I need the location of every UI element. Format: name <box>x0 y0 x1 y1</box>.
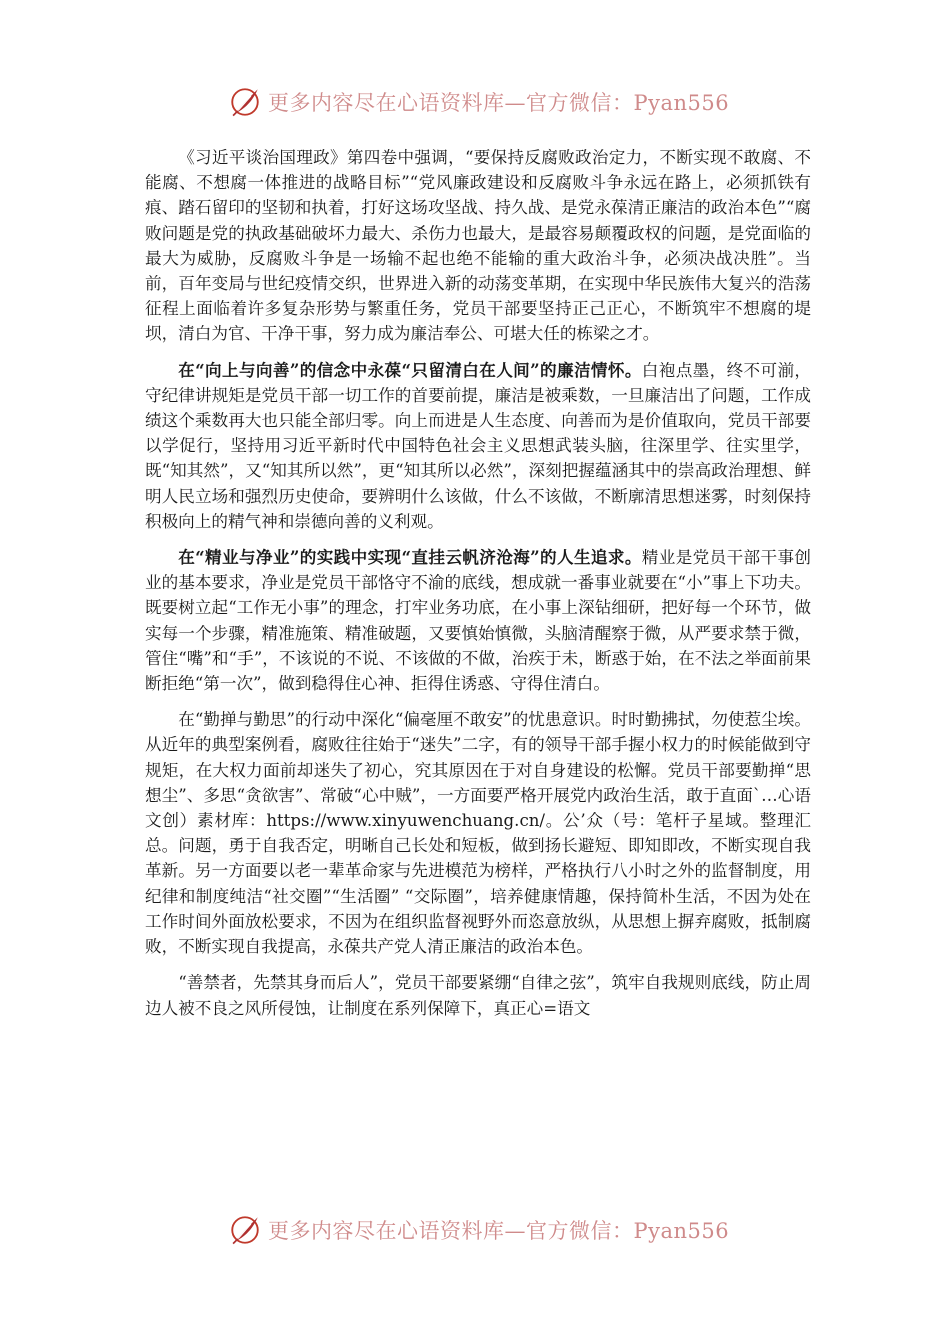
banner-text: 更多内容尽在心语资料库—官方微信：Pyan556 <box>268 1219 730 1243</box>
paragraph-text: 《习近平谈治国理政》第四卷中强调，“要保持反腐败政治定力，不断实现不敢腐、不能腐、不想腐一体推进的战略目标”“党风廉政建设和反腐败斗争永远在路上，必须抓铁有痕、踏石留印的坚韧和执着，打好这场攻坚战、持久战、是党永葆清正廉洁的政治本色”“腐败问题是党的执政基础破坏力最大、杀伤力也最大，是最容易颠覆政权的问题，是党面临的最大为威胁，反腐败斗争是一场输不起也绝不能输的重大政治斗争，必须决战决胜”。当前，百年变局与世纪疫情交织，世界进入新的动荡变革期，在实现中华民族伟大复兴的浩荡征程上面临着许多复杂形势与繁重任务，党员干部要坚持正己正心，不断筑牢不想腐的堤坝，清白为官、干净干事，努力成为廉洁奉公、可堪大任的栋梁之才。 <box>145 148 811 344</box>
banner-text: 更多内容尽在心语资料库—官方微信：Pyan556 <box>268 91 730 115</box>
paragraph <box>145 707 811 959</box>
paragraph <box>145 145 811 347</box>
paragraph <box>145 545 811 696</box>
quill-pen-logo-icon <box>228 1213 262 1247</box>
footer-watermark-banner <box>228 1210 729 1250</box>
paragraph-text: 在“勤掸与勤思”的行动中深化“偏毫厘不敢安”的忧患意识。时时勤拂拭，勿使惹尘埃。从近年的典型案例看，腐败往往始于“迷失”二字，有的领导干部手握小权力的时候能做到守规矩，在大权力面前却迷失了初心，究其原因在于对自身建设的松懈。党员干部要勤掸“思想尘”、多思“贪欲害”、常破“心中贼”，一方面要严格开展党内政治生活，敢于直面`…心语文创）素材库：https://www.xinyuwenchuang.cn/。公’众（号：笔杆子星域。整理汇总。问题，勇于自我否定，明晰自己长处和短板，做到扬长避短、即知即改，不断实现自我革新。另一方面要以老一辈革命家与先进模范为榜样，严格执行八小时之外的监督制度，用纪律和制度纯洁“社交圈”“生活圈” “交际圈”，培养健康情趣，保持简朴生活，不因为处在工作时间外面放松要求，不因为在组织监督视野外而恣意放纵，从思想上摒弃腐败，抵制腐败，不断实现自我提高，永葆共产党人清正廉洁的政治本色。 <box>145 710 811 957</box>
quill-pen-logo-icon <box>228 85 262 119</box>
paragraph <box>145 970 811 1020</box>
paragraph-text: 精业是党员干部干事创业的基本要求，净业是党员干部恪守不渝的底线，想成就一番事业就要在“小”事上下功夫。既要树立起“工作无小事”的理念，打牢业务功底，在小事上深钻细研，把好每一个环节，做实每一个步骤，精准施策、精准破题，又要慎始慎微，头脑清醒察于微，从严要求禁于微，管住“嘴”和“手”，不该说的不说、不该做的不做，治疾于未，断惑于始，在不法之举面前果断拒绝“第一次”，做到稳得住心神、拒得住诱惑、守得住清白。 <box>145 548 811 694</box>
paragraph <box>145 358 811 534</box>
paragraph-lead: 在“精业与净业”的实践中实现“直挂云帆济沧海”的人生追求。 <box>178 547 642 568</box>
paragraph-text: 白袍点墨，终不可湔，守纪律讲规矩是党员干部一切工作的首要前提，廉洁是被乘数，一旦廉洁出了问题，工作成绩这个乘数再大也只能全部归零。向上而进是人生态度、向善而为是价值取向，党员干部要以学促行，坚持用习近平新时代中国特色社会主义思想武装头脑，往深里学、往实里学，既“知其然”，又“知其所以然”，更“知其所以必然”，深刻把握蕴涵其中的崇高政治理想、鲜明人民立场和强烈历史使命，要辨明什么该做，什么不该做，不断廓清思想迷雾，时刻保持积极向上的精气神和崇德向善的义利观。 <box>145 360 811 531</box>
paragraph-lead: 在“向上与向善”的信念中永葆“只留清白在人间”的廉洁情怀。 <box>178 359 642 380</box>
paragraph-text: “善禁者，先禁其身而后人”，党员干部要紧绷“自律之弦”，筑牢自我规则底线，防止周边人被不良之风所侵蚀，让制度在系列保障下，真正心=语文 <box>145 973 811 1018</box>
article-body <box>145 145 811 1032</box>
header-watermark-banner <box>228 82 729 122</box>
